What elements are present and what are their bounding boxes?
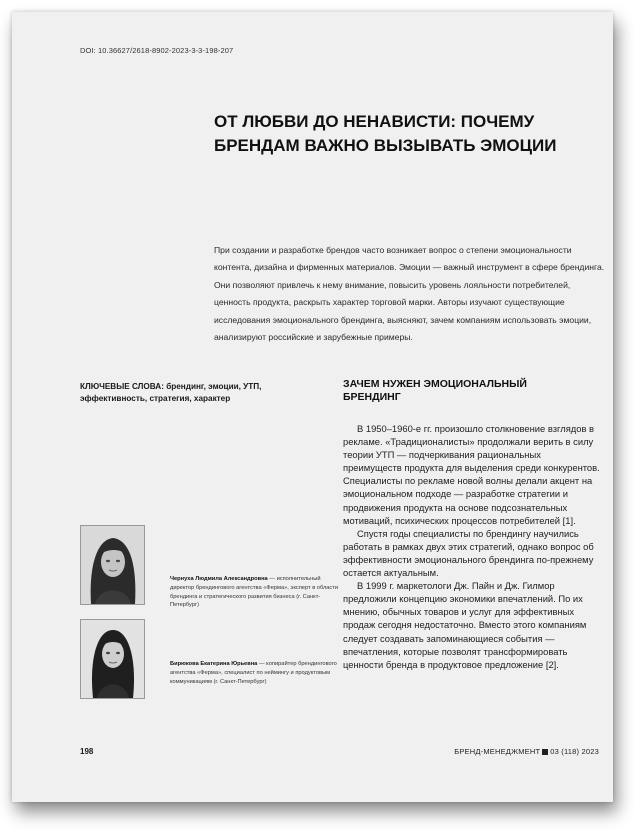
paragraph: В 1950–1960-е гг. произошло столкновение взглядов в рекламе. «Традиционалисты» продолжали верить в силу теории УТП — подчеркивания рациональных преимуществ продукта для выделения среди конкурентов. Специалисты по рекламе новой волны делали акцент на эмоциональном подходе — разработке стратегии и продвижения продукта на основе подсознательных мотиваций, психических процессов потребителей [1].	[343, 423, 600, 526]
abstract: При создании и разработке брендов часто возникает вопрос о степени эмоциональности контента, дизайна и фирменных материалов. Эмоции — важный инструмент в сфере брендинга. Они позволяют привлечь к нему внимание, повысить уровень лояльности потребителей, ценность продукта, раскрыть характер торговой марки. Авторы изучают существующие исследования эмоционального брендинга, выясняют, зачем компаниям использовать эмоции, анализируют российские и зарубежные примеры.	[214, 245, 605, 343]
page-number: 198	[80, 747, 94, 756]
issue-number: 03 (118) 2023	[550, 747, 599, 756]
journal-footer	[454, 747, 599, 756]
author-description: — исполнительный директор брендингового агентства «Ферма», эксперт в области брендинга и стратегического развития бизнеса (г. Санкт-Петербург)	[170, 576, 339, 609]
journal-page	[12, 12, 613, 802]
author-photo	[80, 619, 145, 699]
article-title: ОТ ЛЮБВИ ДО НЕНАВИСТИ: ПОЧЕМУ БРЕНДАМ ВАЖНО ВЫЗЫВАТЬ ЭМОЦИИ	[214, 112, 557, 155]
author-photo	[80, 525, 145, 605]
keywords: КЛЮЧЕВЫЕ СЛОВА: брендинг, эмоции, УТП, эффективность, стратегия, характер	[80, 382, 262, 403]
paragraph: Спустя годы специалисты по брендингу научились работать в рамках двух этих стратегий, однако вопрос об эффективности эмоционального брендинга по-прежнему остается актуальным.	[343, 527, 594, 579]
paragraph: В 1999 г. маркетологи Дж. Пайн и Дж. Гилмор предложили концепцию экономики впечатлений. По их мнению, обычных товаров и услуг для эффективных продаж сегодня недостаточно. Вместо этого компаниям следует создавать запоминающиеся события — впечатления, которые позволят трансформировать ценности бренда в продуктовое предложение [2].	[343, 580, 587, 670]
journal-name: БРЕНД-МЕНЕДЖМЕНТ	[454, 747, 541, 756]
section-heading: ЗАЧЕМ НУЖЕН ЭМОЦИОНАЛЬНЫЙ БРЕНДИНГ	[343, 378, 527, 403]
author-bio	[170, 575, 340, 610]
author-description: — копирайтер брендингового агентства «Ферма», специалист по неймингу и продуктовым коммуникациям (г. Санкт-Петербург)	[170, 661, 337, 685]
square-icon	[542, 749, 548, 755]
body-text	[343, 422, 601, 671]
doi: DOI: 10.36627/2618-8902-2023-3-3-198-207	[80, 46, 234, 55]
author-bio	[170, 660, 340, 686]
author-name: Бирюкова Екатерина Юрьевна	[170, 661, 258, 667]
author-name: Чернуха Людмила Александровна	[170, 576, 268, 582]
